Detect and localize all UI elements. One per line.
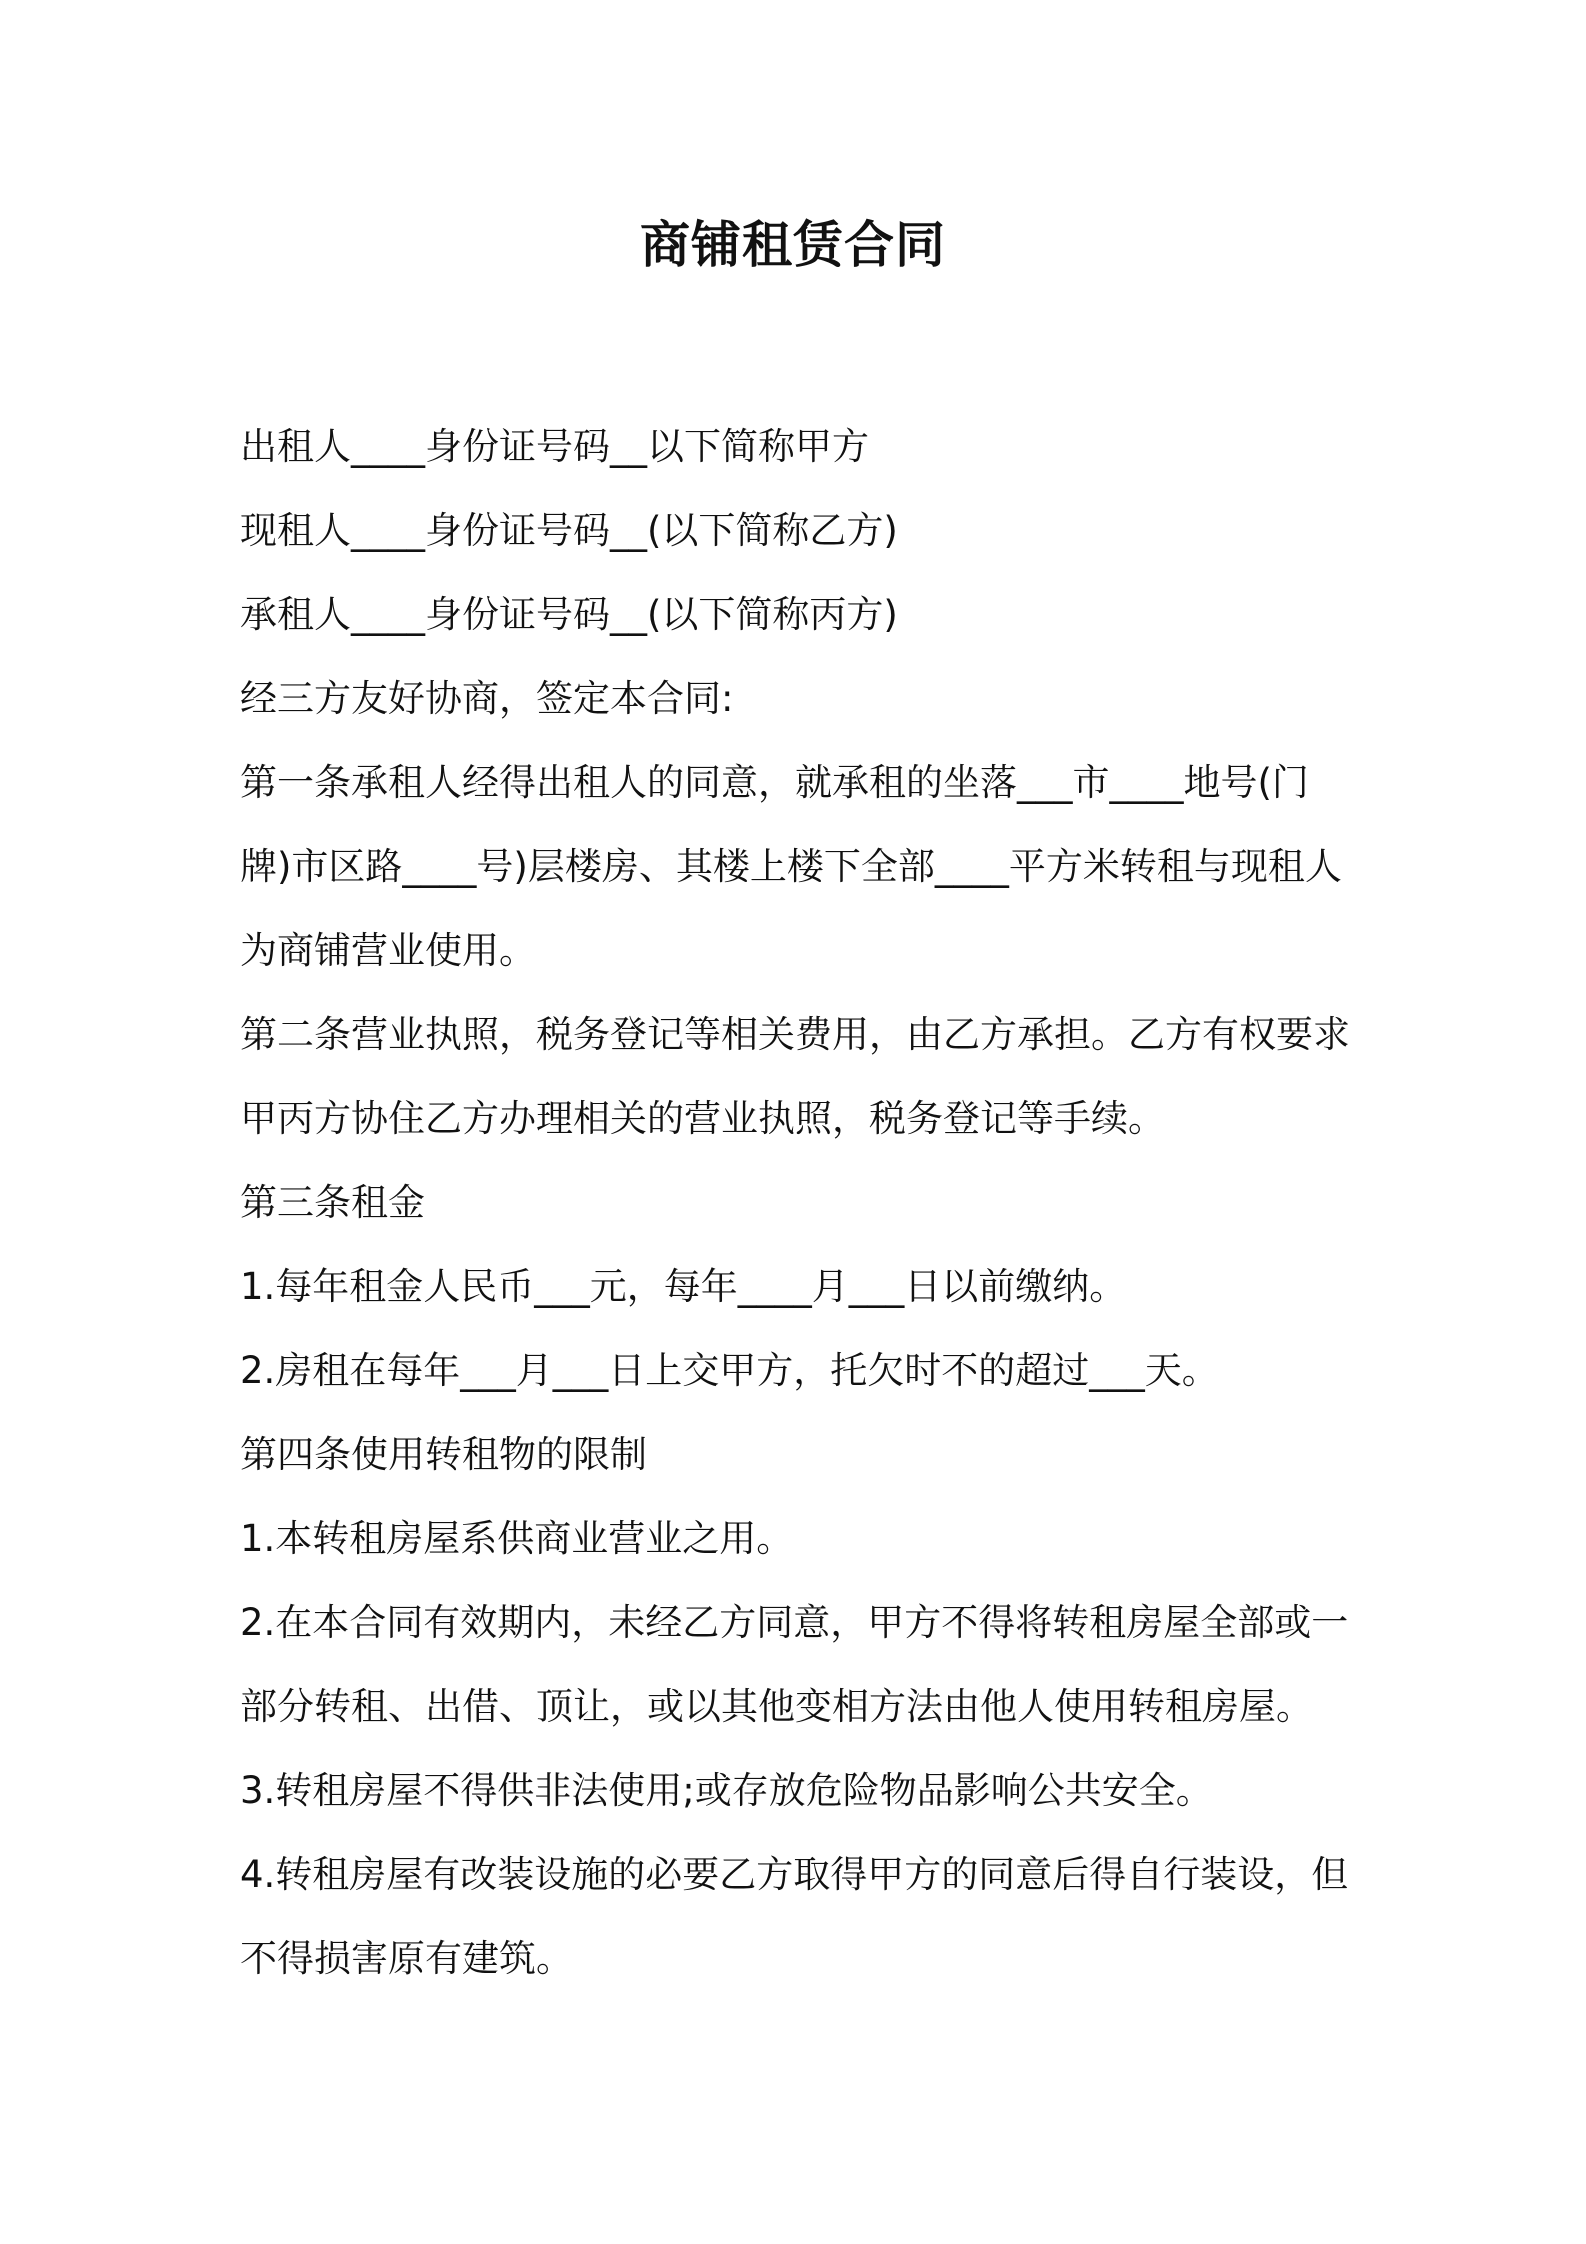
paragraph-article-4-item-2: 2.在本合同有效期内，未经乙方同意，甲方不得将转租房屋全部或一部分转租、出借、顶让，或以其他变相方法由他人使用转租房屋。: [240, 1601, 1349, 1728]
paragraph-article-4-heading: 第四条使用转租物的限制: [240, 1433, 647, 1476]
paragraph-lessor: 出租人____身份证号码__以下简称甲方: [240, 425, 869, 468]
paragraph-article-2: 第二条营业执照，税务登记等相关费用，由乙方承担。乙方有权要求甲丙方协住乙方办理相关的营业执照，税务登记等手续。: [240, 1013, 1350, 1140]
paragraph-lessee: 承租人____身份证号码__(以下简称丙方): [240, 593, 898, 636]
document-body: [240, 405, 1360, 2001]
paragraph-article-1: 第一条承租人经得出租人的同意，就承租的坐落___市____地号(门牌)市区路____号)层楼房、其楼上楼下全部____平方米转租与现租人为商铺营业使用。: [240, 761, 1342, 972]
paragraph-article-4-item-1: 1.本转租房屋系供商业营业之用。: [240, 1517, 794, 1560]
paragraph-current-tenant: 现租人____身份证号码__(以下简称乙方): [240, 509, 898, 552]
paragraph-article-3-item-2: 2.房租在每年___月___日上交甲方，托欠时不的超过___天。: [240, 1349, 1219, 1392]
paragraph-article-4-item-4: 4.转租房屋有改装设施的必要乙方取得甲方的同意后得自行装设，但不得损害原有建筑。: [240, 1853, 1349, 1980]
document-title: 商铺租赁合同: [640, 216, 946, 274]
paragraph-article-4-item-3: 3.转租房屋不得供非法使用;或存放危险物品影响公共安全。: [240, 1769, 1213, 1812]
paragraph-agreement-intro: 经三方友好协商，签定本合同:: [240, 677, 734, 720]
paragraph-article-3-item-1: 1.每年租金人民币___元，每年____月___日以前缴纳。: [240, 1265, 1127, 1308]
paragraph-article-3-heading: 第三条租金: [240, 1181, 425, 1224]
